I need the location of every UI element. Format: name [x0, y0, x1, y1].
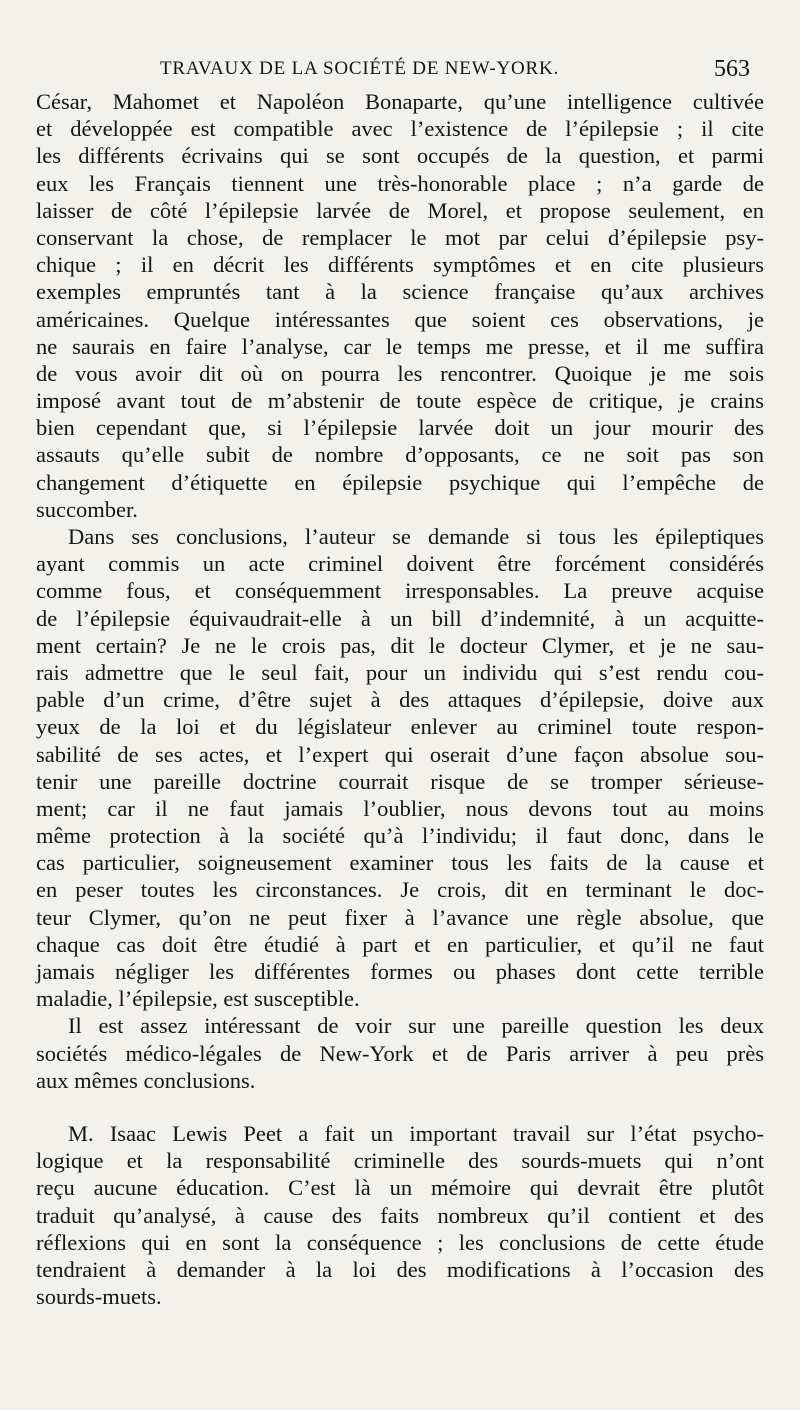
text-line: imposé avant tout de m’abstenir de toute espèce de critique, je crains: [36, 388, 764, 414]
text-line: sociétés médico-légales de New-York et de Paris arriver à peu près: [36, 1040, 764, 1066]
running-head: [36, 52, 764, 88]
paragraph-continuation: [36, 88, 764, 523]
text-line: reçu aucune éducation. C’est là un mémoire qui devrait être plutôt: [36, 1175, 764, 1201]
text-line: ne saurais en faire l’analyse, car le temps me presse, et il me suffira: [36, 333, 764, 359]
section-gap: [36, 1094, 764, 1120]
text-line: réflexions qui en sont la conséquence ; les conclusions de cette étude: [36, 1229, 764, 1255]
text-line: les différents écrivains qui se sont occupés de la question, et parmi: [36, 143, 764, 169]
text-line: sabilité de ses actes, et l’expert qui oserait d’une façon absolue sou-: [36, 741, 764, 767]
text-line: en peser toutes les circonstances. Je crois, dit en terminant le doc-: [36, 877, 764, 903]
text-line: yeux de la loi et du législateur enlever au criminel toute respon-: [36, 714, 764, 740]
text-line: chique ; il en décrit les différents symptômes et en cite plusieurs: [36, 252, 764, 278]
paragraph-conclusions: [36, 523, 764, 1012]
running-title: TRAVAUX DE LA SOCIÉTÉ DE NEW-YORK.: [160, 58, 560, 79]
text-line: comme fous, et conséquemment irresponsables. La preuve acquise: [36, 578, 764, 604]
text-line: bien cependant que, si l’épilepsie larvée doit un jour mourir des: [36, 415, 764, 441]
text-line: même protection à la société qu’à l’individu; il faut donc, dans le: [36, 823, 764, 849]
text-line: tenir une pareille doctrine courrait risque de se tromper sérieuse-: [36, 768, 764, 794]
text-line: ment certain? Je ne le crois pas, dit le docteur Clymer, et je ne sau-: [36, 632, 764, 658]
body-text: [36, 88, 764, 1310]
text-line: exemples empruntés tant à la science française qu’aux archives: [36, 279, 764, 305]
text-line: cas particulier, soigneusement examiner tous les faits de la cause et: [36, 850, 764, 876]
paragraph-societies: [36, 1012, 764, 1094]
text-line: sourds-muets.: [36, 1284, 162, 1310]
text-line: eux les Français tiennent une très-honorable place ; n’a garde de: [36, 170, 764, 196]
text-line: Il est assez intéressant de voir sur une pareille question les deux: [68, 1013, 764, 1039]
text-line: Dans ses conclusions, l’auteur se demande si tous les épileptiques: [68, 524, 764, 549]
text-line: M. Isaac Lewis Peet a fait un important travail sur l’état psycho-: [68, 1120, 764, 1146]
text-line: teur Clymer, qu’on ne peut fixer à l’avance une règle absolue, que: [36, 904, 764, 930]
text-line: laisser de côté l’épilepsie larvée de Morel, et propose seulement, en: [36, 197, 764, 223]
text-line: assauts qu’elle subit de nombre d’opposants, ce ne soit pas son: [36, 442, 764, 468]
text-line: logique et la responsabilité criminelle des sourds-muets qui n’ont: [36, 1148, 764, 1174]
text-line: de vous avoir dit où on pourra les rencontrer. Quoique je me sois: [36, 360, 764, 386]
text-line: changement d’étiquette en épilepsie psychique qui l’empêche de: [36, 469, 764, 495]
text-line: ment; car il ne faut jamais l’oublier, nous devons tout au moins: [36, 795, 764, 821]
text-line: aux mêmes conclusions.: [36, 1067, 256, 1093]
text-line: américaines. Quelque intéressantes que soient ces observations, je: [36, 306, 764, 332]
text-line: succomber.: [36, 496, 138, 522]
text-line: ayant commis un acte criminel doivent être forcément considérés: [36, 551, 764, 577]
text-line: traduit qu’analysé, à cause des faits nombreux qu’il contient et des: [36, 1202, 764, 1228]
text-line: chaque cas doit être étudié à part et en particulier, et qu’il ne faut: [36, 931, 764, 957]
text-line: de l’épilepsie équivaudrait-elle à un bill d’indemnité, à un acquitte-: [36, 605, 764, 631]
text-line: conservant la chose, de remplacer le mot par celui d’épilepsie psy-: [36, 224, 764, 250]
page-number: 563: [714, 56, 750, 82]
text-line: pable d’un crime, d’être sujet à des attaques d’épilepsie, doive aux: [36, 687, 764, 713]
text-line: maladie, l’épilepsie, est susceptible.: [36, 986, 360, 1012]
text-line: et développée est compatible avec l’existence de l’épilepsie ; il cite: [36, 116, 764, 142]
text-line: tendraient à demander à la loi des modifications à l’occasion des: [36, 1256, 764, 1282]
text-line: jamais négliger les différentes formes ou phases dont cette terrible: [36, 959, 764, 984]
text-line: César, Mahomet et Napoléon Bonaparte, qu’une intelligence cultivée: [36, 89, 764, 114]
paragraph-peet: [36, 1120, 764, 1310]
text-line: rais admettre que le seul fait, pour un individu qui s’est rendu cou-: [36, 659, 764, 685]
